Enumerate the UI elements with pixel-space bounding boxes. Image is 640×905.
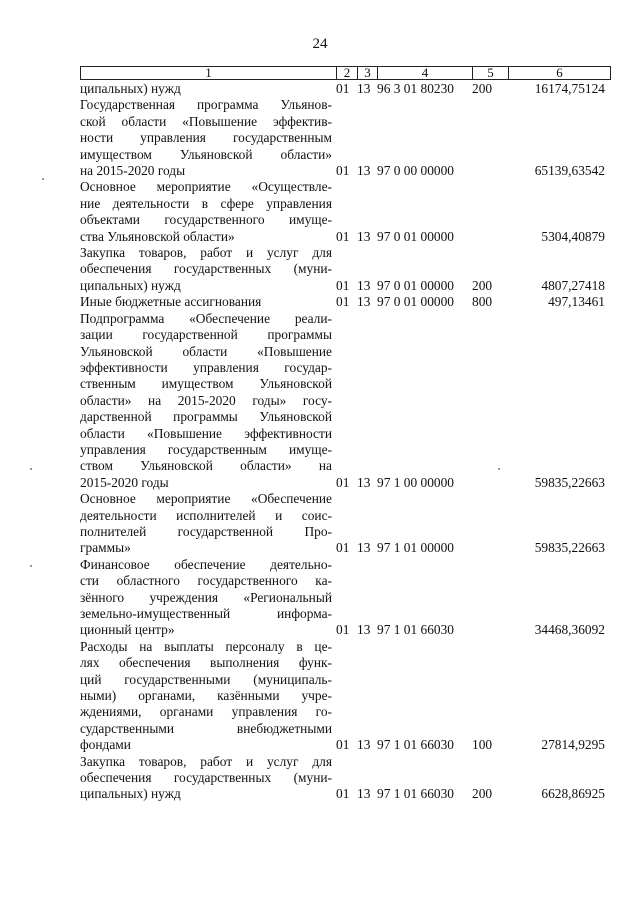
amount: 27814,9295 [541, 737, 605, 753]
row-title-line: полнителей государственной Про- [80, 523, 332, 539]
row-title-line: ственным имуществом Ульяновской [80, 376, 332, 392]
amount: 59835,22663 [534, 474, 605, 490]
row-title-line: управления государственным имуще- [80, 441, 332, 457]
expense-type-code: 200 [472, 277, 493, 293]
section-code: 01 [336, 474, 350, 490]
row-title-line: сти областного государственного ка- [80, 573, 332, 589]
target-article-code: 97 1 01 66030 [377, 622, 454, 638]
row-codes [336, 737, 611, 753]
table-row [80, 245, 611, 294]
section-code: 01 [336, 294, 350, 310]
section-code: 01 [336, 786, 350, 802]
table-row [80, 179, 611, 245]
row-title [80, 245, 332, 294]
row-title-line: зённого учреждения «Региональный [80, 589, 332, 605]
row-title-line: Основное мероприятие «Обеспечение [80, 491, 332, 507]
table-row [80, 81, 611, 97]
subsection-code: 13 [357, 277, 371, 293]
row-title-line: дарственной программы Ульяновской [80, 409, 332, 425]
table-row [80, 294, 611, 310]
subsection-code: 13 [357, 786, 371, 802]
expense-type-code: 200 [472, 81, 493, 97]
row-title-line: области» на 2015-2020 годы» госу- [80, 392, 332, 408]
row-codes [336, 163, 611, 179]
row-title [80, 754, 332, 803]
row-title-line: объектами государственного имуще- [80, 212, 332, 228]
row-title-line: зации государственной программы [80, 327, 332, 343]
row-codes [336, 475, 611, 491]
row-title-line: деятельности исполнителей и соис- [80, 507, 332, 523]
row-codes [336, 786, 611, 802]
row-title-line: эффективности управления государ- [80, 359, 332, 375]
scan-speck [30, 468, 32, 470]
row-title-line: Закупка товаров, работ и услуг для [80, 245, 332, 261]
row-title-line: ством Ульяновской области» на [80, 458, 332, 474]
amount: 16174,75124 [534, 81, 605, 97]
row-title-line: Закупка товаров, работ и услуг для [80, 753, 332, 769]
section-code: 01 [336, 737, 350, 753]
row-title-line: на 2015-2020 годы [80, 163, 186, 179]
header-col-4: 4 [378, 67, 473, 79]
row-title-line: обеспечения государственных (муни- [80, 770, 332, 786]
subsection-code: 13 [357, 474, 371, 490]
row-title [80, 557, 332, 639]
subsection-code: 13 [357, 294, 371, 310]
target-article-code: 97 1 00 00000 [377, 474, 454, 490]
amount: 59835,22663 [534, 540, 605, 556]
header-col-6: 6 [556, 65, 563, 80]
header-col-5: 5 [473, 67, 509, 79]
row-title [80, 491, 332, 557]
table-body [80, 81, 611, 803]
row-title-line: Основное мероприятие «Осуществле- [80, 179, 332, 195]
row-title-line: фондами [80, 737, 131, 753]
row-title-line: Ульяновской области «Повышение [80, 343, 332, 359]
table-row [80, 97, 611, 179]
table-row [80, 491, 611, 557]
amount: 34468,36092 [534, 622, 605, 638]
amount: 65139,63542 [534, 163, 605, 179]
row-title-line: сударственными внебюджетными [80, 720, 332, 736]
expense-type-code: 800 [472, 294, 493, 310]
subsection-code: 13 [357, 163, 371, 179]
scan-speck [498, 468, 500, 470]
row-codes [336, 278, 611, 294]
row-title-line: ционный центр» [80, 622, 175, 638]
scan-speck [30, 565, 32, 567]
row-title [80, 294, 332, 310]
row-title-line: ципальных) нужд [80, 786, 181, 802]
row-title-line: лях обеспечения выполнения функ- [80, 655, 332, 671]
subsection-code: 13 [357, 81, 371, 97]
amount: 5304,40879 [541, 228, 605, 244]
scan-speck [42, 178, 44, 180]
row-title [80, 179, 332, 245]
amount: 6628,86925 [541, 786, 605, 802]
row-title-line: 2015-2020 годы [80, 474, 169, 490]
row-codes [336, 229, 611, 245]
row-title-line: земельно-имущественный информа- [80, 606, 332, 621]
subsection-code: 13 [357, 228, 371, 244]
row-title-line: ской области «Повышение эффектив- [80, 113, 332, 129]
row-title [80, 639, 332, 754]
row-title-line: обеспечения государственных (муни- [80, 261, 332, 277]
target-article-code: 97 1 01 66030 [377, 786, 454, 802]
subsection-code: 13 [357, 737, 371, 753]
section-code: 01 [336, 163, 350, 179]
section-code: 01 [336, 622, 350, 638]
target-article-code: 97 0 01 00000 [377, 228, 454, 244]
row-codes [336, 81, 611, 97]
target-article-code: 97 1 01 66030 [377, 737, 454, 753]
header-col-1: 1 [81, 67, 337, 79]
row-title [80, 311, 332, 491]
subsection-code: 13 [357, 622, 371, 638]
subsection-code: 13 [357, 540, 371, 556]
row-title-line: ства Ульяновской области» [80, 228, 235, 244]
row-title-line: ципальных) нужд [80, 277, 181, 293]
section-code: 01 [336, 81, 350, 97]
target-article-code: 97 1 01 00000 [377, 540, 454, 556]
section-code: 01 [336, 228, 350, 244]
row-title-line: ности управления государственным [80, 130, 332, 146]
row-title-line: Государственная программа Ульянов- [80, 97, 332, 113]
header-col-2: 2 [337, 67, 358, 79]
row-codes [336, 294, 611, 310]
table-row [80, 557, 611, 639]
row-title-line: ций государственными (муниципаль- [80, 671, 332, 687]
amount: 4807,27418 [541, 277, 605, 293]
amount: 497,13461 [548, 294, 605, 310]
target-article-code: 96 3 01 80230 [377, 81, 454, 97]
section-code: 01 [336, 540, 350, 556]
row-title-line: Расходы на выплаты персоналу в це- [80, 638, 332, 654]
expense-type-code: 200 [472, 786, 493, 802]
row-title-line: ждениями, органами управления го- [80, 704, 332, 720]
row-codes [336, 622, 611, 638]
row-title-line: ными) органами, казёнными учре- [80, 688, 332, 704]
target-article-code: 97 0 00 00000 [377, 163, 454, 179]
row-title-line: области «Повышение эффективности [80, 425, 332, 441]
row-title-line: граммы» [80, 540, 131, 556]
table-header [80, 66, 611, 80]
table-row [80, 754, 611, 803]
section-code: 01 [336, 277, 350, 293]
row-title [80, 81, 332, 97]
row-title [80, 97, 332, 179]
row-codes [336, 540, 611, 556]
target-article-code: 97 0 01 00000 [377, 294, 454, 310]
page-number: 24 [312, 36, 328, 52]
table-row [80, 639, 611, 754]
row-title-line: Подпрограмма «Обеспечение реали- [80, 310, 332, 326]
expense-type-code: 100 [472, 737, 493, 753]
table-row [80, 311, 611, 491]
row-title-line: ципальных) нужд [80, 81, 181, 96]
header-col-3: 3 [358, 67, 378, 79]
row-title-line: ние деятельности в сфере управления [80, 195, 332, 211]
target-article-code: 97 0 01 00000 [377, 277, 454, 293]
row-title-line: Иные бюджетные ассигнования [80, 294, 262, 310]
row-title-line: Финансовое обеспечение деятельно- [80, 556, 332, 572]
row-title-line: имуществом Ульяновской области» [80, 146, 332, 162]
